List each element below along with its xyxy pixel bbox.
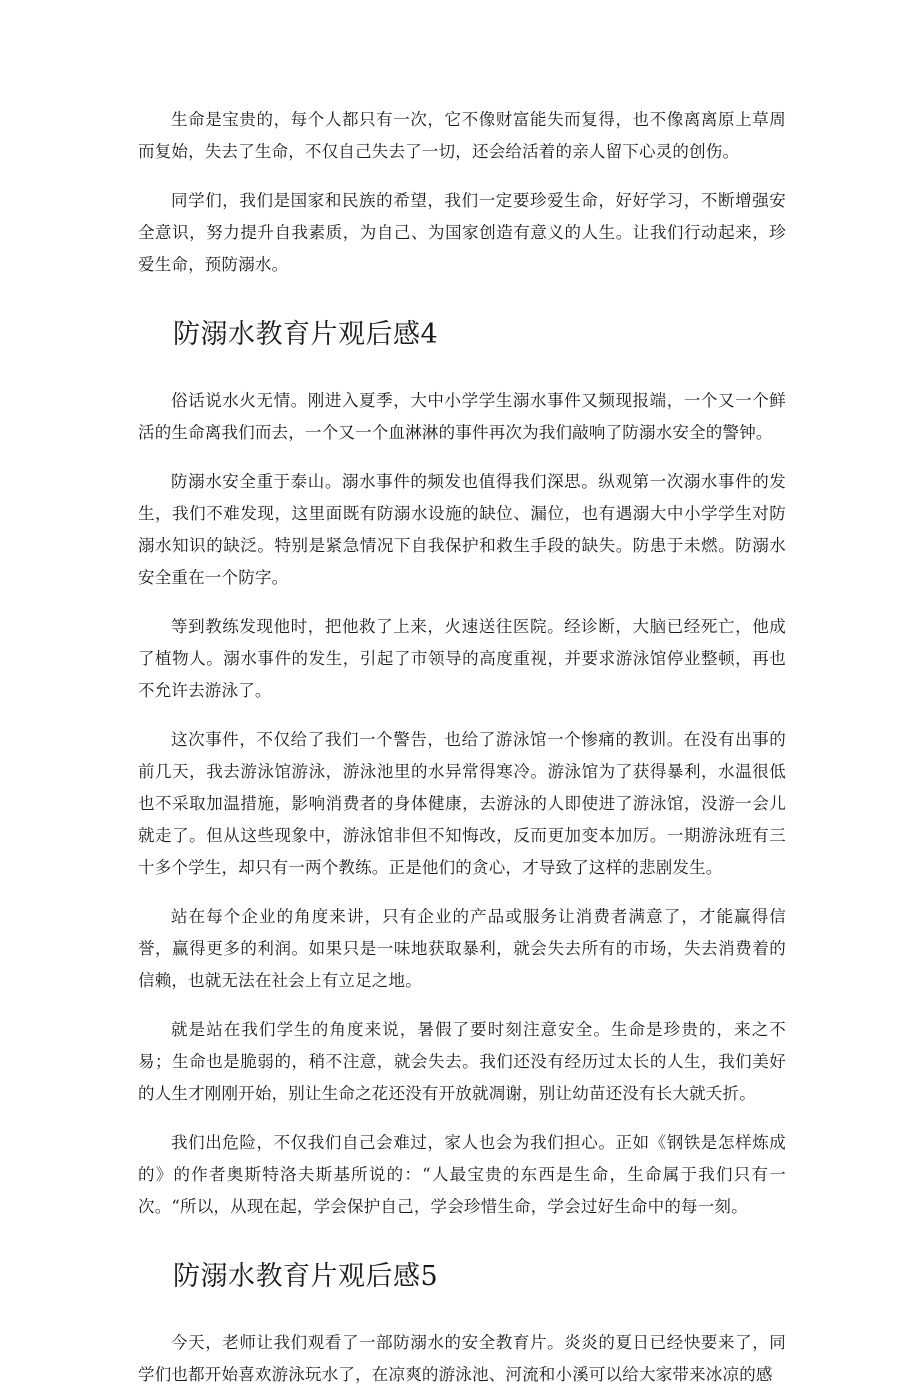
section-5-title: 防溺水教育片观后感5 — [173, 1261, 439, 1292]
section-4-title: 防溺水教育片观后感4 — [173, 319, 439, 350]
section-4-paragraph-1: 俗话说水火无情。刚进入夏季，大中小学学生溺水事件又频现报端，一个又一个鲜活的生命离我们而去，一个又一个血淋淋的事件再次为我们敲响了防溺水安全的警钟。 — [138, 391, 786, 442]
section-4-paragraph-6: 就是站在我们学生的角度来说，暑假了要时刻注意安全。生命是珍贵的，来之不易；生命也是脆弱的，稍不注意，就会失去。我们还没有经历过太长的人生，我们美好的人生才刚刚开始，别让生命之花还没有开放就凋谢，别让幼苗还没有长大就夭折。 — [138, 1020, 786, 1103]
paragraph-top-1: 生命是宝贵的，每个人都只有一次，它不像财富能失而复得，也不像离离原上草周而复始，失去了生命，不仅自己失去了一切，还会给活着的亲人留下心灵的创伤。 — [138, 110, 786, 161]
section-5-paragraph-1: 今天，老师让我们观看了一部防溺水的安全教育片。炎炎的夏日已经快要来了，同学们也都开始喜欢游泳玩水了，在凉爽的游泳池、河流和小溪可以给大家带来冰凉的感 — [138, 1333, 786, 1384]
section-4-paragraph-5: 站在每个企业的角度来讲，只有企业的产品或服务让消费者满意了，才能赢得信誉，赢得更多的利润。如果只是一味地获取暴利，就会失去所有的市场，失去消费着的信赖，也就无法在社会上有立足之地。 — [138, 907, 786, 990]
section-4-paragraph-2: 防溺水安全重于泰山。溺水事件的频发也值得我们深思。纵观第一次溺水事件的发生，我们不难发现，这里面既有防溺水设施的缺位、漏位，也有遇溺大中小学学生对防溺水知识的缺泛。特别是紧急情况下自我保护和救生手段的缺失。防患于未燃。防溺水安全重在一个防字。 — [138, 472, 786, 587]
document-page — [138, 104, 786, 1391]
section-4-paragraph-4: 这次事件，不仅给了我们一个警告，也给了游泳馆一个惨痛的教训。在没有出事的前几天，我去游泳馆游泳，游泳池里的水异常得寒冷。游泳馆为了获得暴利，水温很低也不采取加温措施，影响消费者的身体健康，去游泳的人即使进了游泳馆，没游一会儿就走了。但从这些现象中，游泳馆非但不知悔改，反而更加变本加厉。一期游泳班有三十多个学生，却只有一两个教练。正是他们的贪心，才导致了这样的悲剧发生。 — [138, 730, 786, 877]
section-4-paragraph-7: 我们出危险，不仅我们自己会难过，家人也会为我们担心。正如《钢铁是怎样炼成的》的作者奥斯特洛夫斯基所说的：“人最宝贵的东西是生命，生命属于我们只有一次。“所以，从现在起，学会保护自己，学会珍惜生命，学会过好生命中的每一刻。 — [138, 1133, 786, 1216]
paragraph-top-2: 同学们，我们是国家和民族的希望，我们一定要珍爱生命，好好学习，不断增强安全意识，努力提升自我素质，为自己、为国家创造有意义的人生。让我们行动起来，珍爱生命，预防溺水。 — [138, 191, 786, 274]
section-4-paragraph-3: 等到教练发现他时，把他救了上来，火速送往医院。经诊断，大脑已经死亡，他成了植物人。溺水事件的发生，引起了市领导的高度重视，并要求游泳馆停业整顿，再也不允许去游泳了。 — [138, 617, 786, 700]
